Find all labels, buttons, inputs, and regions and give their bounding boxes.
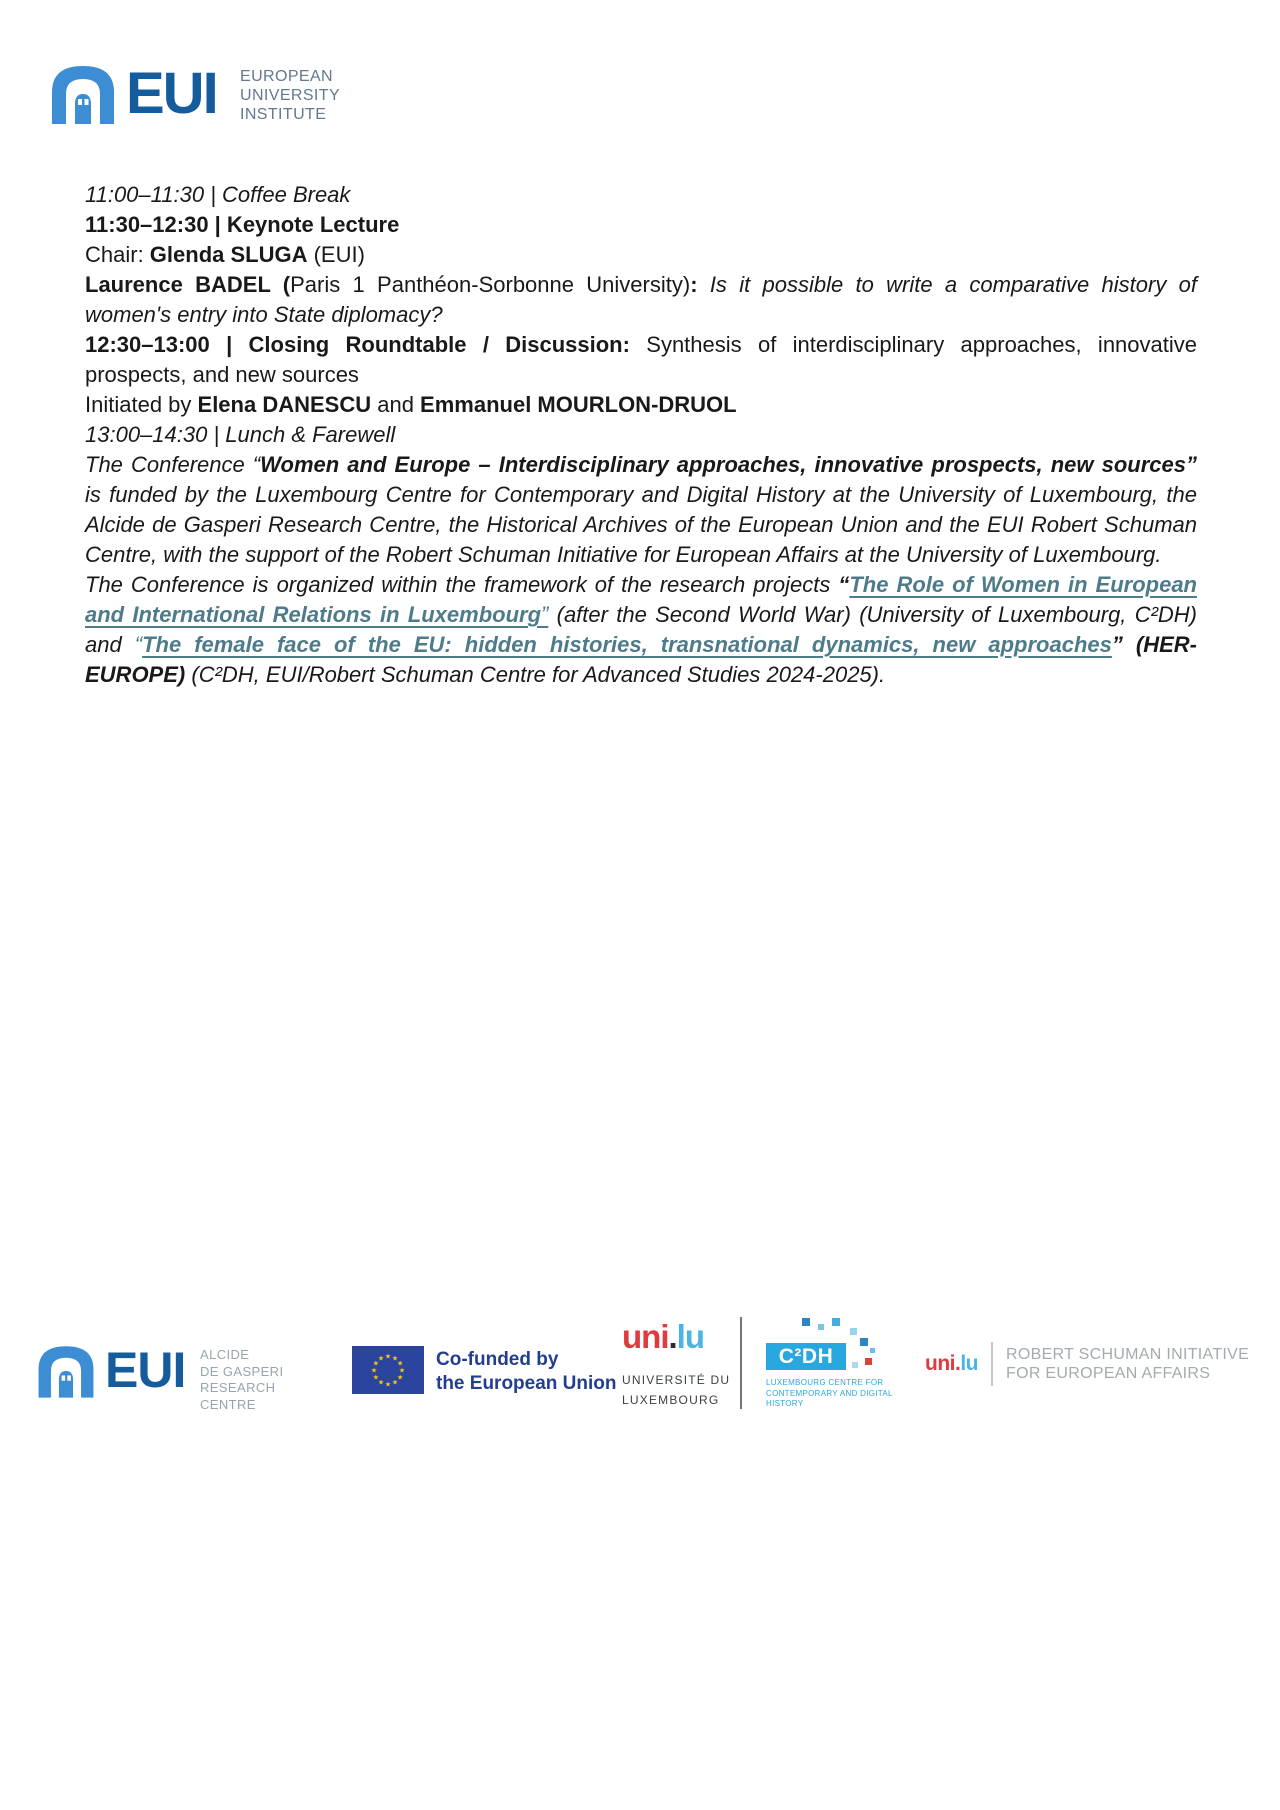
closing-heading: 12:30–13:00 | Closing Roundtable / Discussion: [85, 332, 630, 357]
project-link-her-europe[interactable]: The female face of the EU: hidden histories, transnational dynamics, new approaches [142, 632, 1112, 657]
projects-paragraph [85, 570, 1197, 690]
unilu-logo [622, 1318, 732, 1410]
institute-line: INSTITUTE [240, 106, 327, 123]
alcide-caption [200, 1347, 325, 1413]
institute-line: UNIVERSITY [240, 87, 341, 104]
her-europe-label: ” (HER-EUROPE) [85, 632, 1197, 687]
rsi-caption-line: FOR EUROPEAN AFFAIRS [1006, 1365, 1211, 1382]
unilu-caption-line: UNIVERSITÉ DU [622, 1373, 731, 1387]
initiated-and: and [371, 392, 421, 417]
talk-title: Is it possible to write a comparative history of women's entry into State diplomacy? [85, 272, 1197, 327]
c2dh-caption [766, 1378, 896, 1410]
c2dh-caption-line: CONTEMPORARY AND DIGITAL HISTORY [766, 1388, 893, 1408]
chair-label: Chair: [85, 242, 150, 267]
initiated-label: Initiated by [85, 392, 198, 417]
eu-cofunded-line: Co-funded by [436, 1349, 559, 1370]
eui-institute-name [240, 67, 340, 124]
alcide-de-gasperi-logo [35, 1336, 325, 1412]
svg-text:★: ★ [396, 1359, 404, 1368]
closing-description: Synthesis of interdisciplinary approaches, innovative prospects, and new sources [85, 332, 1198, 387]
programme-content [85, 180, 1197, 690]
initiator-2: Emmanuel MOURLON-DRUOL [420, 392, 737, 417]
eui-arch-icon [48, 58, 118, 130]
unilu-wordmark [622, 1318, 732, 1356]
svg-text:★: ★ [377, 1378, 385, 1387]
c2dh-logo [766, 1318, 896, 1408]
close-quote-1: ” [541, 602, 549, 627]
svg-text:★: ★ [384, 1352, 392, 1361]
closing-roundtable-block [85, 330, 1197, 390]
svg-text:★: ★ [391, 1378, 399, 1387]
institute-line: EUROPEAN [240, 68, 333, 85]
chair-name: Glenda SLUGA [149, 242, 308, 267]
keynote-speaker-block [85, 270, 1197, 330]
eui-header-logo [48, 58, 388, 134]
initiator-1: Elena DANESCU [197, 392, 372, 417]
svg-text:★: ★ [384, 1380, 392, 1389]
unilu-lu: lu [960, 1352, 978, 1375]
eui-acronym: EUI [126, 61, 217, 126]
funding-body: is funded by the Luxembourg Centre for Contemporary and Digital History at the University of Luxembourg, the Alcide de Gasperi Research Centre, the Historical Archives of the European Union and the EUI Robert Schuman Centre, with the support of the Robert Schuman Initiative for European Affairs at the University of Luxembourg. [85, 482, 1197, 567]
open-quote-1: “ [838, 572, 850, 597]
speaker-affiliation: Paris 1 Panthéon-Sorbonne University) [290, 272, 691, 297]
keynote-heading: 11:30–12:30 | Keynote Lecture [85, 212, 400, 237]
svg-text:★: ★ [372, 1359, 380, 1368]
project-link-role-of-women[interactable]: The Role of Women in European and International Relations in Luxembourg [85, 572, 1197, 627]
coffee-break-line: 11:00–11:30 | Coffee Break [85, 182, 351, 207]
c2dh-caption-line: LUXEMBOURG CENTRE FOR [766, 1378, 884, 1387]
eu-cofunded-line: the European Union [436, 1373, 617, 1394]
funding-paragraph [85, 450, 1197, 570]
svg-text:★: ★ [391, 1354, 399, 1363]
eui-arch-icon [35, 1338, 97, 1404]
alcide-caption-line: ALCIDE [200, 1347, 250, 1362]
conference-title: Women and Europe – Interdisciplinary approaches, innovative prospects, new sources” [260, 452, 1197, 477]
chair-line [85, 240, 1197, 270]
alcide-caption-line: RESEARCH CENTRE [200, 1380, 276, 1412]
svg-text:★: ★ [377, 1354, 385, 1363]
unilu-caption [622, 1370, 732, 1410]
funding-intro: The Conference “ [85, 452, 261, 477]
unilu-caption-line: LUXEMBOURG [622, 1393, 720, 1407]
rsi-caption [1006, 1345, 1249, 1383]
alcide-caption-line: DE GASPERI [200, 1363, 284, 1379]
svg-text:★: ★ [370, 1366, 378, 1375]
c2dh-wordmark: C²DH [766, 1343, 846, 1370]
unilu-uni: uni [622, 1318, 669, 1355]
open-quote-2: “ [134, 632, 143, 657]
chair-affiliation: (EUI) [307, 242, 365, 267]
projects-middle: (after the Second World War) (University of Luxembourg, C²DH) and [85, 602, 1198, 657]
unilu-lu: lu [676, 1318, 704, 1355]
initiated-line [85, 390, 1197, 420]
eu-flag-icon [352, 1346, 424, 1394]
projects-intro: The Conference is organized within the framework of the research projects [85, 572, 839, 597]
svg-text:★: ★ [398, 1366, 406, 1375]
eui-acronym: EUI [105, 1342, 186, 1398]
projects-outro: (C²DH, EUI/Robert Schuman Centre for Advanced Studies 2024-2025). [185, 662, 886, 687]
unilu-small-wordmark [925, 1352, 978, 1376]
footer-divider [991, 1342, 993, 1386]
partner-logos-footer [0, 1310, 1280, 1430]
footer-divider [740, 1317, 742, 1409]
robert-schuman-initiative-logo [925, 1342, 1249, 1386]
speaker-colon: : [690, 272, 710, 297]
speaker-name: Laurence BADEL ( [85, 272, 291, 297]
lunch-farewell-line: 13:00–14:30 | Lunch & Farewell [85, 422, 396, 447]
unilu-dot: . [668, 1318, 677, 1355]
rsi-caption-line: ROBERT SCHUMAN INITIATIVE [1006, 1346, 1250, 1363]
svg-text:★: ★ [396, 1373, 404, 1382]
svg-text:★: ★ [372, 1373, 380, 1382]
unilu-uni: uni. [925, 1352, 961, 1375]
